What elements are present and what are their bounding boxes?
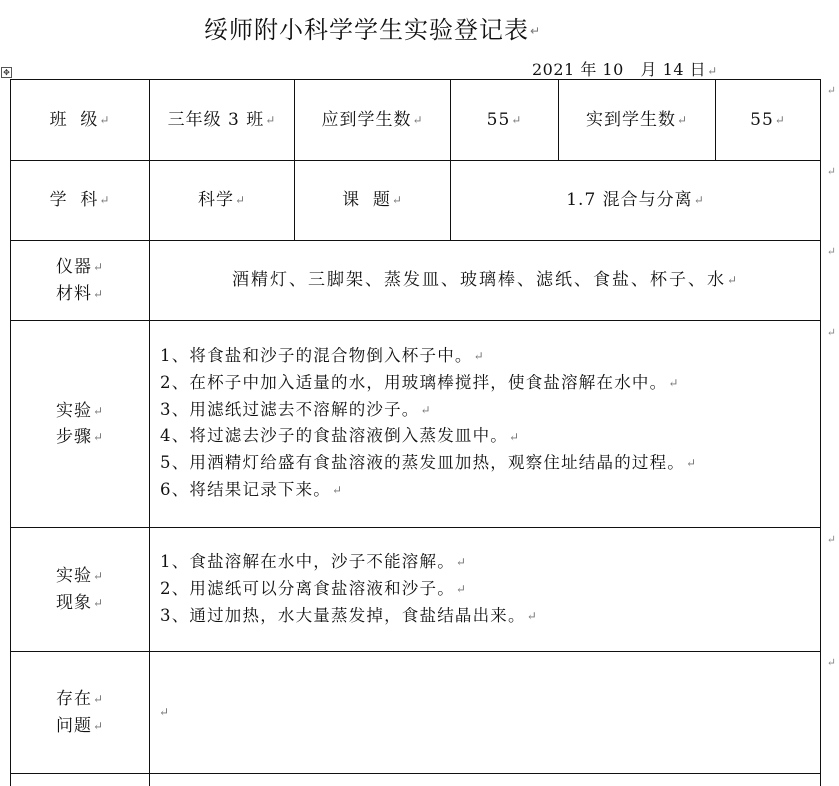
topic-value-cell[interactable] bbox=[451, 161, 820, 240]
steps-label-line1: 实验 bbox=[55, 400, 92, 421]
list-item bbox=[160, 397, 697, 424]
problems-label-line2: 问题 bbox=[55, 715, 92, 736]
phenomenon-text: 2、用滤纸可以分离食盐溶液和沙子。 bbox=[160, 578, 455, 598]
topic-value: 1.7 混合与分离 bbox=[566, 190, 693, 211]
step-text: 4、将过滤去沙子的食盐溶液倒入蒸发皿中。 bbox=[160, 426, 508, 446]
step-text: 1、将食盐和沙子的混合物倒入杯子中。 bbox=[160, 346, 473, 365]
title-text: 绥师附小科学学生实验登记表 bbox=[203, 16, 529, 44]
row-end-mark-icon: ↵ bbox=[826, 84, 836, 97]
actual-students-label-cell bbox=[559, 80, 715, 160]
paragraph-mark-icon: ↵ bbox=[726, 273, 739, 288]
list-item bbox=[160, 370, 697, 397]
class-value: 三年级 3 班 bbox=[167, 109, 265, 130]
equipment-label-line1: 仪器 bbox=[55, 257, 92, 278]
paragraph-mark-icon: ↵ bbox=[92, 286, 105, 301]
paragraph-mark-icon: ↵ bbox=[265, 112, 277, 127]
paragraph-mark-icon: ↵ bbox=[676, 112, 689, 127]
row-divider bbox=[10, 773, 821, 774]
step-text: 6、将结果记录下来。 bbox=[160, 479, 331, 499]
list-item bbox=[160, 343, 697, 370]
step-text: 5、用酒精灯给盛有食盐溶液的蒸发皿加热，观察住址结晶的过程。 bbox=[160, 453, 685, 472]
equipment-label-line2: 材料 bbox=[55, 283, 92, 304]
paragraph-mark-icon: ↵ bbox=[412, 112, 424, 127]
row-end-mark-icon: ↵ bbox=[826, 245, 836, 258]
paragraph-mark-icon: ↵ bbox=[92, 569, 105, 584]
expected-students-label-cell bbox=[295, 80, 450, 160]
paragraph-mark-icon: ↵ bbox=[455, 555, 468, 570]
expected-students-value-cell[interactable] bbox=[451, 80, 558, 160]
phenomena-label-line1: 实验 bbox=[55, 566, 92, 587]
paragraph-mark-icon: ↵ bbox=[455, 582, 468, 596]
list-item bbox=[160, 450, 697, 477]
page-title bbox=[0, 10, 745, 45]
date-year-unit: 年 bbox=[580, 60, 597, 79]
paragraph-mark-icon: ↵ bbox=[92, 718, 105, 733]
date-month-unit: 月 bbox=[640, 60, 658, 79]
problems-label-cell bbox=[11, 652, 149, 773]
list-item bbox=[160, 603, 538, 630]
actual-students-value: 55 bbox=[750, 109, 774, 130]
phenomenon-text: 3、通过加热，水大量蒸发掉，食盐结晶出来。 bbox=[160, 605, 526, 625]
paragraph-mark-icon: ↵ bbox=[159, 705, 171, 720]
paragraph-mark-icon: ↵ bbox=[92, 403, 105, 418]
paragraph-mark-icon: ↵ bbox=[92, 430, 105, 445]
step-text: 2、在杯子中加入适量的水，用玻璃棒搅拌，使食盐溶解在水中。 bbox=[160, 372, 668, 392]
paragraph-mark-icon: ↵ bbox=[92, 260, 105, 275]
phenomenon-text: 1、食盐溶解在水中，沙子不能溶解。 bbox=[160, 552, 455, 571]
list-item bbox=[160, 549, 538, 576]
actual-students-label: 实到学生数 bbox=[585, 109, 676, 130]
paragraph-mark-icon: ↵ bbox=[693, 193, 705, 208]
paragraph-mark-icon: ↵ bbox=[420, 402, 432, 417]
paragraph-mark-icon: ↵ bbox=[99, 112, 111, 127]
phenomena-list[interactable] bbox=[160, 549, 538, 629]
actual-students-value-cell[interactable] bbox=[716, 80, 820, 160]
paragraph-mark-icon: ↵ bbox=[391, 193, 403, 208]
row-end-mark-icon: ↵ bbox=[826, 165, 836, 178]
row-end-mark-icon: ↵ bbox=[826, 533, 836, 546]
expected-students-label: 应到学生数 bbox=[321, 109, 412, 130]
equipment-label-cell bbox=[11, 241, 149, 320]
list-item bbox=[160, 423, 697, 450]
topic-label: 课 题 bbox=[342, 190, 391, 211]
problems-value-cell[interactable] bbox=[150, 652, 820, 773]
table-border-right bbox=[820, 79, 821, 786]
paragraph-mark-icon: ↵ bbox=[473, 349, 485, 364]
paragraph-mark-icon: ↵ bbox=[526, 608, 538, 623]
step-text: 3、用滤纸过滤去不溶解的沙子。 bbox=[160, 399, 420, 419]
paragraph-mark-icon: ↵ bbox=[92, 595, 105, 610]
paragraph-mark-icon: ↵ bbox=[686, 456, 698, 471]
date-day-unit: 日 bbox=[689, 60, 707, 79]
steps-label-cell bbox=[11, 321, 149, 527]
paragraph-mark-icon: ↵ bbox=[707, 63, 718, 78]
expected-students-value: 55 bbox=[486, 109, 511, 130]
problems-label-line1: 存在 bbox=[55, 689, 92, 710]
subject-label: 学 科 bbox=[49, 190, 99, 211]
date-year: 2021 bbox=[532, 60, 575, 79]
paragraph-mark-icon: ↵ bbox=[99, 193, 111, 208]
date-month: 10 bbox=[602, 60, 624, 79]
phenomena-label-line2: 现象 bbox=[55, 592, 92, 613]
row-end-mark-icon: ↵ bbox=[826, 326, 836, 339]
row-end-mark-icon: ↵ bbox=[826, 656, 836, 669]
class-value-cell[interactable] bbox=[150, 80, 294, 160]
subject-label-cell bbox=[11, 161, 149, 240]
class-label: 班 级 bbox=[49, 109, 99, 130]
phenomena-label-cell bbox=[11, 528, 149, 651]
paragraph-mark-icon: ↵ bbox=[511, 112, 523, 127]
paragraph-mark-icon: ↵ bbox=[92, 692, 105, 707]
paragraph-mark-icon: ↵ bbox=[774, 112, 786, 127]
table-move-handle-icon[interactable]: ✥ bbox=[1, 67, 12, 78]
record-date bbox=[532, 57, 718, 80]
date-day: 14 bbox=[662, 60, 685, 79]
equipment-value: 酒精灯、三脚架、蒸发皿、玻璃棒、滤纸、食盐、杯子、水 bbox=[231, 270, 726, 291]
steps-label-line2: 步骤 bbox=[55, 427, 92, 447]
paragraph-mark-icon: ↵ bbox=[509, 429, 521, 444]
paragraph-mark-icon: ↵ bbox=[234, 193, 247, 208]
paragraph-mark-icon: ↵ bbox=[332, 483, 344, 497]
paragraph-mark-icon: ↵ bbox=[529, 24, 542, 38]
paragraph-mark-icon: ↵ bbox=[668, 376, 680, 390]
list-item bbox=[160, 477, 697, 504]
subject-value: 科学 bbox=[197, 190, 234, 211]
class-label-cell bbox=[11, 80, 149, 160]
list-item bbox=[160, 576, 538, 603]
steps-list[interactable] bbox=[160, 343, 697, 504]
subject-value-cell[interactable] bbox=[150, 161, 294, 240]
topic-label-cell bbox=[295, 161, 450, 240]
equipment-value-cell[interactable] bbox=[150, 241, 820, 320]
